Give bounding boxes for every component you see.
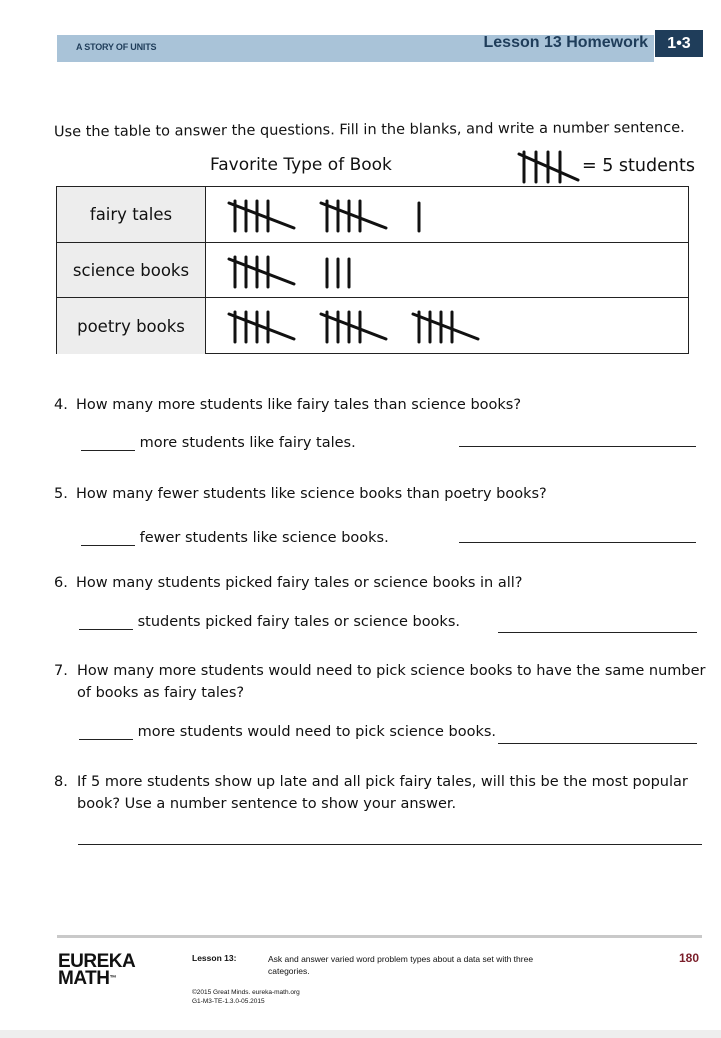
answer-line-4	[81, 435, 356, 451]
answer-line-5	[81, 530, 389, 546]
question-5	[54, 483, 714, 505]
tally-cross-stroke	[229, 203, 294, 228]
question-text: How many more students would need to pick science books to have the same number of books as fairy tales?	[77, 663, 706, 701]
tally-cross-stroke	[321, 203, 386, 228]
question-text: If 5 more students show up late and all pick fairy tales, will this be the most popular book? Use a number sentence to show your answer.	[77, 774, 688, 812]
question-number: 8.	[54, 774, 68, 790]
number-sentence-line[interactable]	[498, 743, 697, 744]
question-text: How many students picked fairy tales or science books in all?	[76, 575, 523, 591]
question-number: 4.	[54, 397, 68, 413]
question-text: How many fewer students like science books than poetry books?	[76, 486, 547, 502]
tally-key-icon	[515, 145, 585, 187]
tally-cross-stroke	[321, 314, 386, 339]
answer-blank[interactable]	[81, 435, 135, 451]
footer-divider	[57, 935, 702, 938]
document-code: G1-M3-TE-1.3.0-05.2015	[192, 998, 265, 1005]
answer-blank[interactable]	[79, 614, 133, 630]
question-number: 5.	[54, 486, 68, 502]
tally-cross-stroke	[229, 314, 294, 339]
footer-lesson-label: Lesson 13:	[192, 953, 237, 963]
question-4	[54, 394, 714, 416]
number-sentence-line[interactable]	[459, 542, 696, 543]
question-number: 6.	[54, 575, 68, 591]
logo-tm: ™	[109, 975, 116, 982]
footer-lesson-description: Ask and answer varied word problem types about a data set with three categories.	[268, 954, 534, 976]
question-7	[54, 660, 714, 704]
tally-marks	[207, 298, 687, 355]
answer-text: students picked fairy tales or science books.	[137, 614, 460, 630]
category-label: poetry books	[57, 298, 206, 354]
answer-blank[interactable]	[79, 724, 133, 740]
question-text: How many more students like fairy tales than science books?	[76, 397, 522, 413]
table-row	[57, 242, 688, 297]
number-sentence-line[interactable]	[459, 446, 696, 447]
answer-text: more students like fairy tales.	[139, 435, 356, 451]
footer-copyright	[192, 988, 300, 1006]
tally-table	[56, 186, 689, 354]
question-8	[54, 771, 714, 815]
module-badge: 1•3	[655, 30, 703, 57]
answer-text: fewer students like science books.	[139, 530, 389, 546]
tally-marks	[207, 243, 687, 298]
logo-line-2: MATH	[58, 968, 110, 989]
page-number: 180	[679, 951, 700, 965]
tally-cross-stroke	[413, 314, 478, 339]
number-sentence-line[interactable]	[498, 632, 697, 633]
table-row	[57, 187, 688, 242]
number-sentence-line[interactable]	[78, 844, 702, 845]
instructions: Use the table to answer the questions. Fill in the blanks, and write a number sentence.	[53, 119, 685, 141]
question-6	[54, 572, 714, 594]
series-label: A STORY OF UNITS	[76, 42, 157, 52]
tally-marks	[207, 187, 687, 242]
tally-cross-stroke	[229, 259, 294, 284]
tally-key-text: = 5 students	[582, 156, 695, 176]
logo-line-1: EUREKA	[58, 951, 136, 972]
eureka-math-logo	[58, 953, 135, 987]
category-label: science books	[57, 243, 206, 297]
table-row	[57, 297, 688, 354]
answer-text: more students would need to pick science books.	[137, 724, 497, 740]
bottom-strip	[0, 1030, 721, 1038]
question-number: 7.	[54, 663, 68, 679]
lesson-title: Lesson 13 Homework	[483, 34, 648, 51]
category-label: fairy tales	[57, 187, 206, 242]
answer-line-7	[79, 724, 496, 740]
copyright-line: ©2015 Great Minds. eureka-math.org	[192, 989, 300, 996]
table-title: Favorite Type of Book	[210, 155, 392, 175]
answer-blank[interactable]	[81, 530, 135, 546]
answer-line-6	[79, 614, 460, 630]
